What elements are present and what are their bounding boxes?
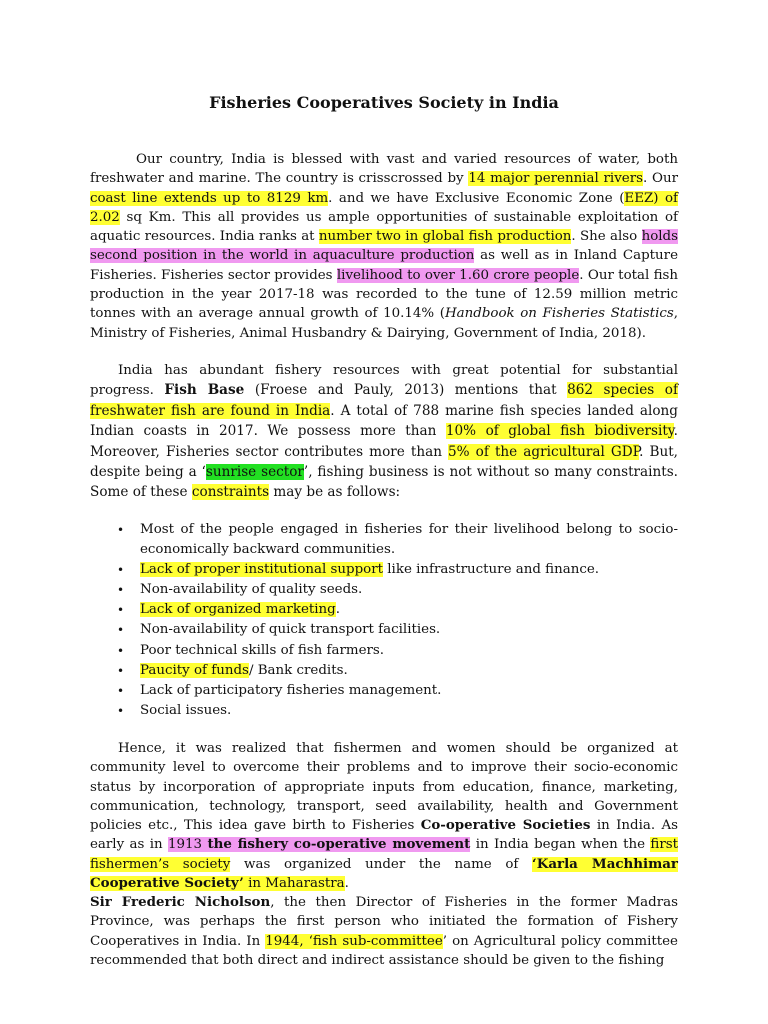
list-item: • Non-availability of quality seeds. bbox=[90, 580, 678, 600]
highlight-freshwater-species: 862 species of freshwater fish are found in India bbox=[90, 382, 678, 419]
bullet-marker: • bbox=[117, 663, 125, 678]
bullet-marker: • bbox=[117, 683, 125, 698]
bullet-marker: • bbox=[117, 623, 125, 638]
highlight-1913-movement: 1913 the fishery co-operative movement bbox=[168, 836, 471, 853]
paragraph-intro: Our country, India is blessed with vast and varied resources of water, both freshwater and marine. The country is crisscrossed by 14 major perennial rivers. Our coast line extends up to 8129 km. and we have Exclusive Economic Zone (EEZ) of 2.02 sq Km. This all provides us ample opportunities of sustainable exploitation of aquatic resources. India ranks at number two in global fish production. She also holds second position in the world in aquaculture production as well as in Inland Capture Fisheries. Fisheries sector provides livelihood to over 1.60 crore people. Our total fish production in the year 2017-18 was recorded to the tune of 12.59 million metric tonnes with an average annual growth of 10.14% (Handbook on Fisheries Statistics, Ministry of Fisheries, Animal Husbandry & Dairying, Government of India, 2018). bbox=[90, 152, 679, 341]
list-item: • Paucity of funds/ Bank credits. bbox=[90, 661, 678, 681]
page-title: Fisheries Cooperatives Society in India bbox=[209, 93, 559, 112]
person-name: Sir Frederic Nicholson bbox=[90, 894, 271, 910]
highlight-sunrise-sector: sunrise sector bbox=[205, 463, 304, 480]
list-item: • Most of the people engaged in fisheries for their livelihood belong to socio-economically backward communities. bbox=[117, 522, 678, 558]
highlight-eez: EEZ) of 2.02 bbox=[90, 190, 678, 225]
highlight-funds: Paucity of funds bbox=[140, 662, 249, 678]
list-item: • Non-availability of quick transport facilities. bbox=[90, 620, 678, 640]
highlight-constraints: constraints bbox=[191, 484, 270, 501]
list-item: • Poor technical skills of fish farmers. bbox=[90, 641, 678, 661]
highlight-first-society: first fishermen’s society bbox=[90, 837, 678, 872]
bullet-marker: • bbox=[117, 563, 125, 578]
highlight-marketing: Lack of organized marketing bbox=[140, 602, 336, 618]
bullet-marker: • bbox=[117, 603, 125, 618]
bullet-marker: • bbox=[117, 643, 125, 658]
paragraph-resources: India has abundant fishery resources with great potential for substantial progress. Fish Base (Froese and Pauly, 2013) mentions that 862 species of freshwater fish are found in India. A total of 788 marine fish species landed along Indian coasts in 2017. We possess more than 10% of global fish biodiversity. Moreover, Fisheries sector contributes more than 5% of the agricultural GDP. But, despite being a ‘sunrise sector’, fishing business is not without so many constraints. Some of these constraints may be as follows: bbox=[90, 363, 678, 501]
fish-base-name: Fish Base bbox=[164, 382, 245, 399]
list-item: • Social issues. bbox=[90, 701, 678, 721]
highlight-global-rank: number two in global fish production bbox=[318, 229, 572, 245]
highlight-gdp: 5% of the agricultural GDP bbox=[448, 443, 640, 460]
cooperative-societies-term: Co-operative Societies bbox=[420, 817, 591, 834]
highlight-institutional-support: Lack of proper institutional support bbox=[140, 562, 384, 578]
highlight-rivers: 14 major perennial rivers bbox=[468, 171, 643, 187]
highlight-karla-society: ‘Karla Machhimar Cooperative Society’ in Maharastra bbox=[90, 855, 678, 892]
list-item: • Lack of proper institutional support like infrastructure and finance. bbox=[90, 560, 678, 580]
bullet-marker: • bbox=[117, 583, 125, 598]
paragraph-nicholson: Sir Frederic Nicholson, the then Director of Fisheries in the former Madras Province, was perhaps the first person who initiated the formation of Fishery Cooperatives in India. In 1944, ‘fish sub-committee’ on Agricultural policy committee recommended that both direct and indirect assistance should be given to the fishing bbox=[90, 894, 678, 968]
highlight-biodiversity: 10% of global fish biodiversity bbox=[445, 423, 674, 440]
highlight-aquaculture-rank: holds second position in the world in aquaculture production bbox=[90, 229, 678, 264]
list-item: • Lack of participatory fisheries management. bbox=[90, 681, 678, 701]
highlight-coastline: coast line extends up to 8129 km bbox=[90, 190, 329, 206]
highlight-livelihood: livelihood to over 1.60 crore people bbox=[336, 267, 580, 283]
bullet-marker: • bbox=[117, 523, 125, 537]
highlight-1944-committee: 1944, ‘fish sub-committee bbox=[265, 933, 443, 949]
list-item: • Lack of organized marketing. bbox=[90, 600, 678, 620]
citation-title: Handbook on Fisheries Statistics bbox=[444, 306, 674, 322]
paragraph-cooperatives-origin: Hence, it was realized that fishermen and women should be organized at community level to overcome their problems and to improve their socio-economic status by incorporation of appropriate inputs from education, finance, marketing, communication, technology, transport, seed availability, health and Government policies etc., This idea gave birth to Fisheries Co-operative Societies in India. As early as in 1913 the fishery co-operative movement in India began when the first fishermen’s society was organized under the name of ‘Karla Machhimar Cooperative Society’ in Maharastra. bbox=[90, 741, 679, 892]
bullet-marker: • bbox=[117, 703, 125, 718]
constraints-list bbox=[90, 520, 678, 721]
